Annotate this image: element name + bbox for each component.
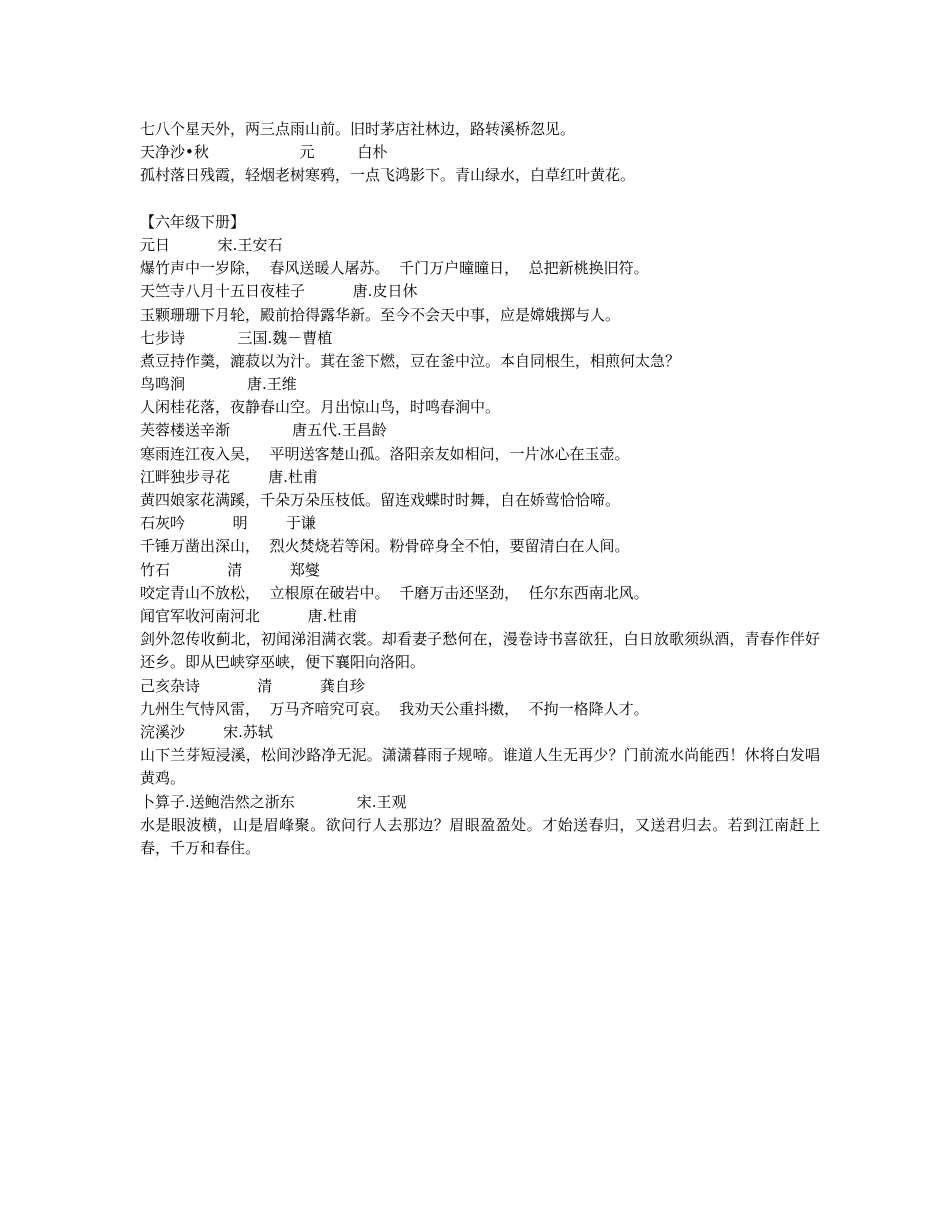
poem-text-busuanzi: 水是眼波横，山是眉峰聚。欲问行人去那边？眉眼盈盈处。才始送春归，又送君归去。若到江南赶上春，千万和春住。 bbox=[140, 815, 820, 857]
poem-text-yuanri: 爆竹声中一岁除， 春风送暖人屠苏。 千门万户曈曈日， 总把新桃换旧符。 bbox=[140, 259, 649, 278]
poem-title-tianjingsha-qiu: 天净沙•秋 元 白朴 bbox=[140, 143, 388, 162]
poem-title-yuanri: 元日 宋.王安石 bbox=[140, 235, 283, 254]
poem-text-wenguanjun: 剑外忽传收蓟北，初闻涕泪满衣裳。却看妻子愁何在，漫卷诗书喜欲狂，白日放歌须纵酒，青春作伴好还乡。即从巴峡穿巫峡，便下襄阳向洛阳。 bbox=[140, 630, 820, 672]
poem-text-jiangpan: 黄四娘家花满蹊，千朵万朵压枝低。留连戏蝶时时舞，自在娇莺恰恰啼。 bbox=[140, 491, 621, 509]
blank-line bbox=[140, 188, 820, 211]
poem-text-furonglou: 寒雨连江夜入吴， 平明送客楚山孤。洛阳亲友如相问，一片冰心在玉壶。 bbox=[140, 444, 630, 463]
poem-title-furonglou: 芙蓉楼送辛渐 唐五代.王昌龄 bbox=[140, 421, 387, 440]
poem-text-huanxisha: 山下兰芽短浸溪，松间沙路净无泥。潇潇暮雨子规啼。谁道人生无再少？门前流水尚能西！休将白发唱黄鸡。 bbox=[140, 746, 820, 788]
document-page bbox=[140, 118, 820, 860]
poem-text-xijiangyue-tail: 七八个星天外，两三点雨山前。旧时茅店社林边，路转溪桥忽见。 bbox=[140, 120, 576, 138]
poem-title-zhushi: 竹石 清 郑燮 bbox=[140, 560, 320, 579]
poem-text-zhushi: 咬定青山不放松， 立根原在破岩中。 千磨万击还坚劲， 任尔东西南北风。 bbox=[140, 583, 649, 602]
section-heading-grade6-vol2: 【六年级下册】 bbox=[140, 212, 246, 231]
poem-text-tianzhusi: 玉颗珊珊下月轮，殿前拾得露华新。至今不会天中事，应是嫦娥掷与人。 bbox=[140, 305, 621, 324]
poem-title-huanxisha: 浣溪沙 宋.苏轼 bbox=[140, 722, 273, 741]
poem-text-tianjingsha-qiu: 孤村落日残霞，轻烟老树寒鸦，一点飞鸿影下。青山绿水，白草红叶黄花。 bbox=[140, 166, 636, 185]
poem-text-jihaizashi: 九州生气恃风雷， 万马齐喑究可哀。 我劝天公重抖擞， 不拘一格降人才。 bbox=[140, 699, 649, 718]
poem-title-jihaizashi: 己亥杂诗 清 龚自珍 bbox=[140, 676, 365, 695]
poem-text-qibushi: 煮豆持作羹，漉菽以为汁。萁在釜下燃，豆在釜中泣。本自同根生，相煎何太急？ bbox=[140, 351, 681, 370]
poem-title-busuanzi: 卜算子.送鲍浩然之浙东 宋.王观 bbox=[140, 792, 407, 811]
poem-title-jiangpan: 江畔独步寻花 唐.杜甫 bbox=[140, 467, 318, 486]
poem-text-niaomingjian: 人闲桂花落，夜静春山空。月出惊山鸟，时鸣春涧中。 bbox=[140, 398, 501, 417]
poem-title-qibushi: 七步诗 三国.魏－曹植 bbox=[140, 328, 333, 347]
poem-title-wenguanjun: 闻官军收河南河北 唐.杜甫 bbox=[140, 606, 358, 625]
poem-title-shihuiyin: 石灰吟 明 于谦 bbox=[140, 514, 316, 533]
poem-title-tianzhusi: 天竺寺八月十五日夜桂子 唐.皮日休 bbox=[140, 282, 418, 301]
poem-text-shihuiyin: 千锤万凿出深山， 烈火焚烧若等闲。粉骨碎身全不怕，要留清白在人间。 bbox=[140, 537, 630, 556]
poem-title-niaomingjian: 鸟鸣涧 唐.王维 bbox=[140, 375, 297, 394]
